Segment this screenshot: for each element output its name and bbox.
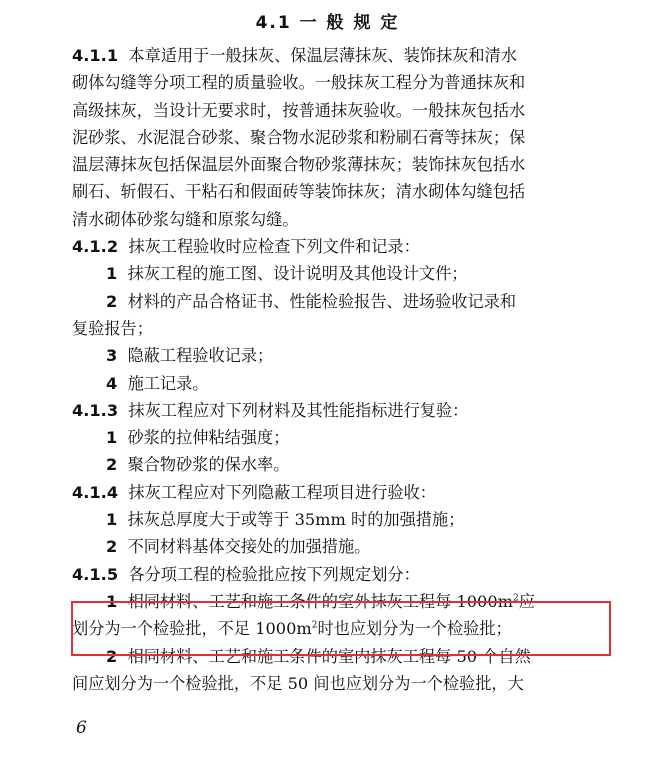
- list-item: [72, 288, 590, 315]
- clause-text: 抹灰工程验收时应检查下列文件和记录：: [128, 237, 420, 257]
- clause-4-1-2: [72, 233, 590, 260]
- clause-4-1-1-line-7: 清水砌体砂浆勾缝和原浆勾缝。: [72, 209, 299, 229]
- item-number: 1: [106, 264, 118, 284]
- clause-4-1-1-line-3: 高级抹灰，当设计无要求时，按普通抹灰验收。一般抹灰包括水: [72, 100, 526, 120]
- item-number: 1: [106, 510, 118, 530]
- item-text: 划分为一个检验批，不足 1000m: [72, 619, 312, 639]
- document-body: [72, 42, 590, 697]
- list-item: [72, 370, 590, 397]
- item-text: 砂浆的拉伸粘结强度；: [127, 428, 290, 448]
- item-text: 聚合物砂浆的保水率。: [127, 455, 290, 475]
- item-text: 应: [518, 591, 535, 611]
- item-text: 施工记录。: [127, 373, 209, 393]
- page-number: 6: [76, 718, 87, 738]
- item-text: 不同材料基体交接处的加强措施。: [127, 537, 371, 557]
- list-item: [72, 533, 590, 560]
- clause-number: 4.1.4: [72, 482, 119, 502]
- list-item: [72, 451, 590, 478]
- item-text: 相同材料、工艺和施工条件的室外抹灰工程每 1000m: [127, 591, 514, 611]
- red-highlight-box: [71, 601, 611, 656]
- item-text: 材料的产品合格证书、性能检验报告、进场验收记录和: [127, 291, 517, 311]
- item-number: 2: [106, 646, 118, 666]
- item-number: 2: [106, 455, 118, 475]
- clause-4-1-3: [72, 397, 590, 424]
- list-item: [72, 424, 590, 451]
- clause-4-1-1-line-4: 泥砂浆、水泥混合砂浆、聚合物水泥砂浆和粉刷石膏等抹灰；保: [72, 127, 526, 147]
- section-heading: 4.1 一 般 规 定: [255, 13, 400, 33]
- item-text: 时也应划分为一个检验批；: [317, 619, 512, 639]
- item-number: 3: [106, 346, 118, 366]
- clause-number: 4.1.2: [72, 237, 119, 257]
- superscript: 2: [513, 593, 519, 604]
- clause-number: 4.1.5: [72, 564, 119, 584]
- clause-4-1-1-line-2: 砌体勾缝等分项工程的质量验收。一般抹灰工程分为普通抹灰和: [72, 73, 526, 93]
- list-item-continuation: 复验报告；: [72, 318, 153, 338]
- clause-4-1-1-line-1: [72, 42, 590, 69]
- clause-4-1-1-line-6: 刷石、斩假石、干粘石和假面砖等装饰抹灰；清水砌体勾缝包括: [72, 182, 526, 202]
- item-text: 隐蔽工程验收记录；: [127, 346, 274, 366]
- item-text: 抹灰总厚度大于或等于 35mm 时的加强措施；: [127, 510, 465, 530]
- clause-4-1-5: [72, 561, 590, 588]
- item-number: 2: [106, 291, 118, 311]
- clause-4-1-1-line-5: 温层薄抹灰包括保温层外面聚合物砂浆薄抹灰；装饰抹灰包括水: [72, 155, 526, 175]
- list-item: [72, 342, 590, 369]
- clause-text: 抹灰工程应对下列材料及其性能指标进行复验：: [128, 400, 469, 420]
- clause-text: 抹灰工程应对下列隐蔽工程项目进行验收：: [128, 482, 436, 502]
- item-number: 1: [106, 591, 118, 611]
- item-text: 抹灰工程的施工图、设计说明及其他设计文件；: [127, 264, 468, 284]
- clause-text: 本章适用于一般抹灰、保温层薄抹灰、装饰抹灰和清水: [128, 46, 517, 65]
- clause-number: 4.1.1: [72, 46, 119, 65]
- item-number: 2: [106, 537, 118, 557]
- clause-number: 4.1.3: [72, 400, 119, 420]
- item-number: 1: [106, 428, 118, 448]
- item-text: 相同材料、工艺和施工条件的室内抹灰工程每 50 个自然: [127, 646, 531, 666]
- list-item: [72, 506, 590, 533]
- clause-4-1-4: [72, 479, 590, 506]
- list-item-continuation: 间应划分为一个检验批，不足 50 间也应划分为一个检验批，大: [72, 673, 524, 693]
- list-item: [72, 260, 590, 287]
- clause-text: 各分项工程的检验批应按下列规定划分：: [128, 564, 420, 584]
- superscript: 2: [311, 620, 318, 631]
- item-number: 4: [106, 373, 118, 393]
